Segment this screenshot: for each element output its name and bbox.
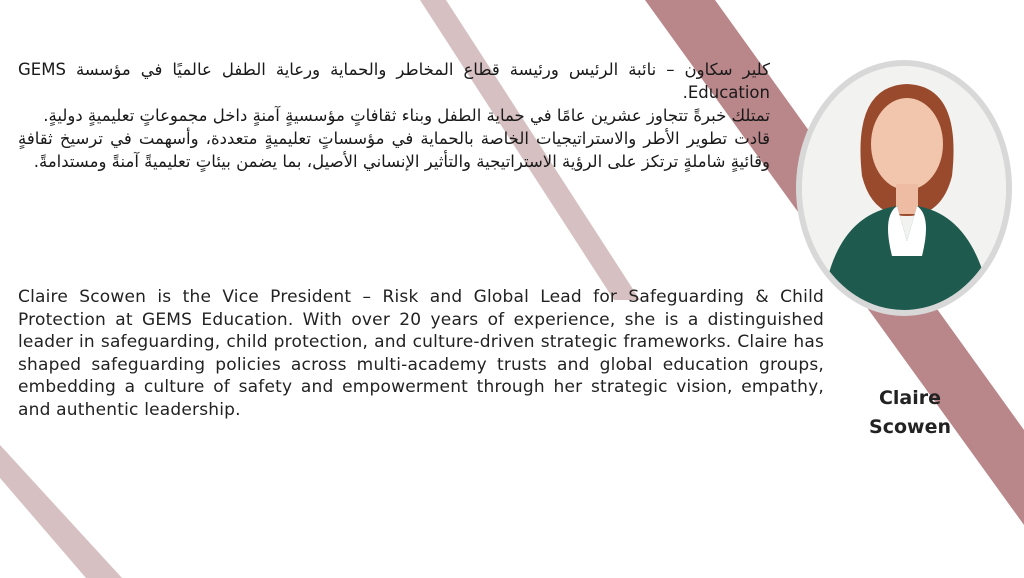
first-name: Claire xyxy=(878,387,942,409)
person-name xyxy=(850,384,970,442)
arabic-paragraph: كلير سكاون – نائبة الرئيس ورئيسة قطاع المخاطر والحماية ورعاية الطفل عالميًا في مؤسسة GEMS Education. xyxy=(18,60,770,102)
arabic-paragraph: تمتلك خبرةً تتجاوز عشرين عامًا في حماية الطفل وبناء ثقافاتٍ مؤسسيةٍ آمنةٍ داخل مجموعاتٍ تعليميةٍ دوليةٍ. xyxy=(43,106,770,125)
profile-photo xyxy=(796,60,1012,316)
arabic-paragraph: قادت تطوير الأطر والاستراتيجيات الخاصة بالحماية في مؤسساتٍ تعليميةٍ متعددة، وأسهمت في ترسيخ ثقافةٍ وقائيةٍ شاملةٍ ترتكز على الرؤية الاستراتيجية والتأثير الإنساني الأصيل، بما يضمن بيئاتٍ تعليميةً آمنةً ومستدامةً. xyxy=(18,129,770,171)
bottom-left-stripe xyxy=(0,445,122,578)
arabic-bio xyxy=(18,58,770,173)
last-name: Scowen xyxy=(869,416,951,438)
person-portrait-icon xyxy=(802,66,1006,310)
english-bio: Claire Scowen is the Vice President – Risk and Global Lead for Safeguarding & Child Protection at GEMS Education. With over 20 years of experience, she is a distinguished leader in safeguarding, child protection, and culture-driven strategic frameworks. Claire has shaped safeguarding policies across multi-academy trusts and global education groups, embedding a culture of safety and empowerment through her strategic vision, empathy, and authentic leadership. xyxy=(18,287,824,420)
